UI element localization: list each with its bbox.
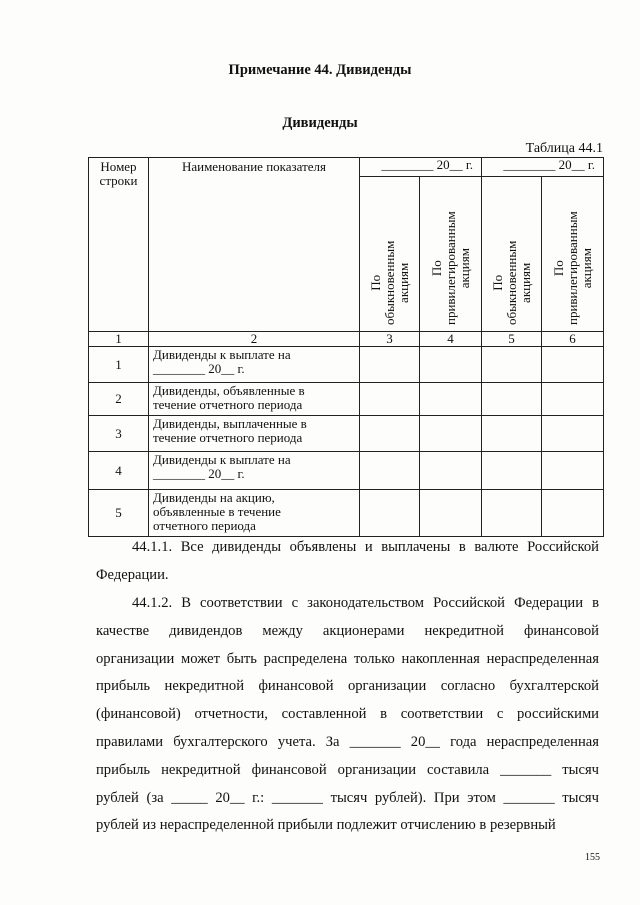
row-indicator: Дивиденды, объявленные в течение отчетного периода xyxy=(149,383,360,416)
table-cell xyxy=(420,452,482,490)
column-number: 1 xyxy=(89,332,149,347)
table-row xyxy=(89,347,604,383)
row-number: 4 xyxy=(89,452,149,490)
header-period-previous: ________ 20__ г. xyxy=(482,158,604,177)
row-number: 1 xyxy=(89,347,149,383)
header-preferred-shares-current: По привилегированным акциям xyxy=(420,177,482,332)
table-cell xyxy=(420,383,482,416)
table-cell xyxy=(482,490,542,537)
table-cell xyxy=(360,490,420,537)
row-number: 3 xyxy=(89,416,149,452)
column-number: 5 xyxy=(482,332,542,347)
row-number: 2 xyxy=(89,383,149,416)
table-cell xyxy=(360,347,420,383)
table-cell xyxy=(542,452,604,490)
column-number-row xyxy=(89,332,604,347)
table-cell xyxy=(482,347,542,383)
row-indicator: Дивиденды на акцию, объявленные в течение отчетного периода xyxy=(149,490,360,537)
dividends-table xyxy=(88,157,604,537)
header-row-number: Номер строки xyxy=(89,158,149,332)
table-number: Таблица 44.1 xyxy=(525,141,603,156)
table-cell xyxy=(542,490,604,537)
table-cell xyxy=(482,452,542,490)
header-ordinary-shares-current: По обыкновенным акциям xyxy=(360,177,420,332)
header-indicator-name: Наименование показателя xyxy=(149,158,360,332)
column-number: 2 xyxy=(149,332,360,347)
column-number: 6 xyxy=(542,332,604,347)
row-indicator: Дивиденды, выплаченные в течение отчетного периода xyxy=(149,416,360,452)
table-cell xyxy=(420,347,482,383)
table-cell xyxy=(482,383,542,416)
table-cell xyxy=(420,490,482,537)
table-heading: Дивиденды xyxy=(282,115,358,131)
table-row xyxy=(89,416,604,452)
row-indicator: Дивиденды к выплате на ________ 20__ г. xyxy=(149,347,360,383)
table-cell xyxy=(360,452,420,490)
row-indicator: Дивиденды к выплате на ________ 20__ г. xyxy=(149,452,360,490)
table-cell xyxy=(542,347,604,383)
table-header-row xyxy=(89,158,604,177)
column-number: 4 xyxy=(420,332,482,347)
header-preferred-shares-previous: По привилегированным акциям xyxy=(542,177,604,332)
page-number: 155 xyxy=(585,852,600,863)
header-ordinary-shares-previous: По обыкновенным акциям xyxy=(482,177,542,332)
table-row xyxy=(89,383,604,416)
table-cell xyxy=(482,416,542,452)
column-number: 3 xyxy=(360,332,420,347)
paragraph-44-1-2: 44.1.2. В соответствии с законодательством Российской Федерации в качестве дивидендов между акционерами некредитной финансовой организации может быть распределена только накопленная нераспределенная прибыль некредитной финансовой организации согласно бухгалтерской (финансовой) отчетности, составленной в соответствии с российскими правилами бухгалтерского учета. За _______ 20__ года нераспределенная прибыль некредитной финансовой организации составила _______ тысяч рублей (за _____ 20__ г.: _______ тысяч рублей). При этом _______ тысяч рублей из нераспределенной прибыли подлежит отчислению в резервный xyxy=(96,595,599,834)
table-row xyxy=(89,490,604,537)
note-title: Примечание 44. Дивиденды xyxy=(228,62,412,78)
paragraph-44-1-1: 44.1.1. Все дивиденды объявлены и выплачены в валюте Российской Федерации. xyxy=(96,539,599,583)
table-cell xyxy=(360,383,420,416)
table-cell xyxy=(420,416,482,452)
table-cell xyxy=(542,416,604,452)
row-number: 5 xyxy=(89,490,149,537)
table-row xyxy=(89,452,604,490)
header-period-current: ________ 20__ г. xyxy=(360,158,482,177)
table-cell xyxy=(542,383,604,416)
table-cell xyxy=(360,416,420,452)
